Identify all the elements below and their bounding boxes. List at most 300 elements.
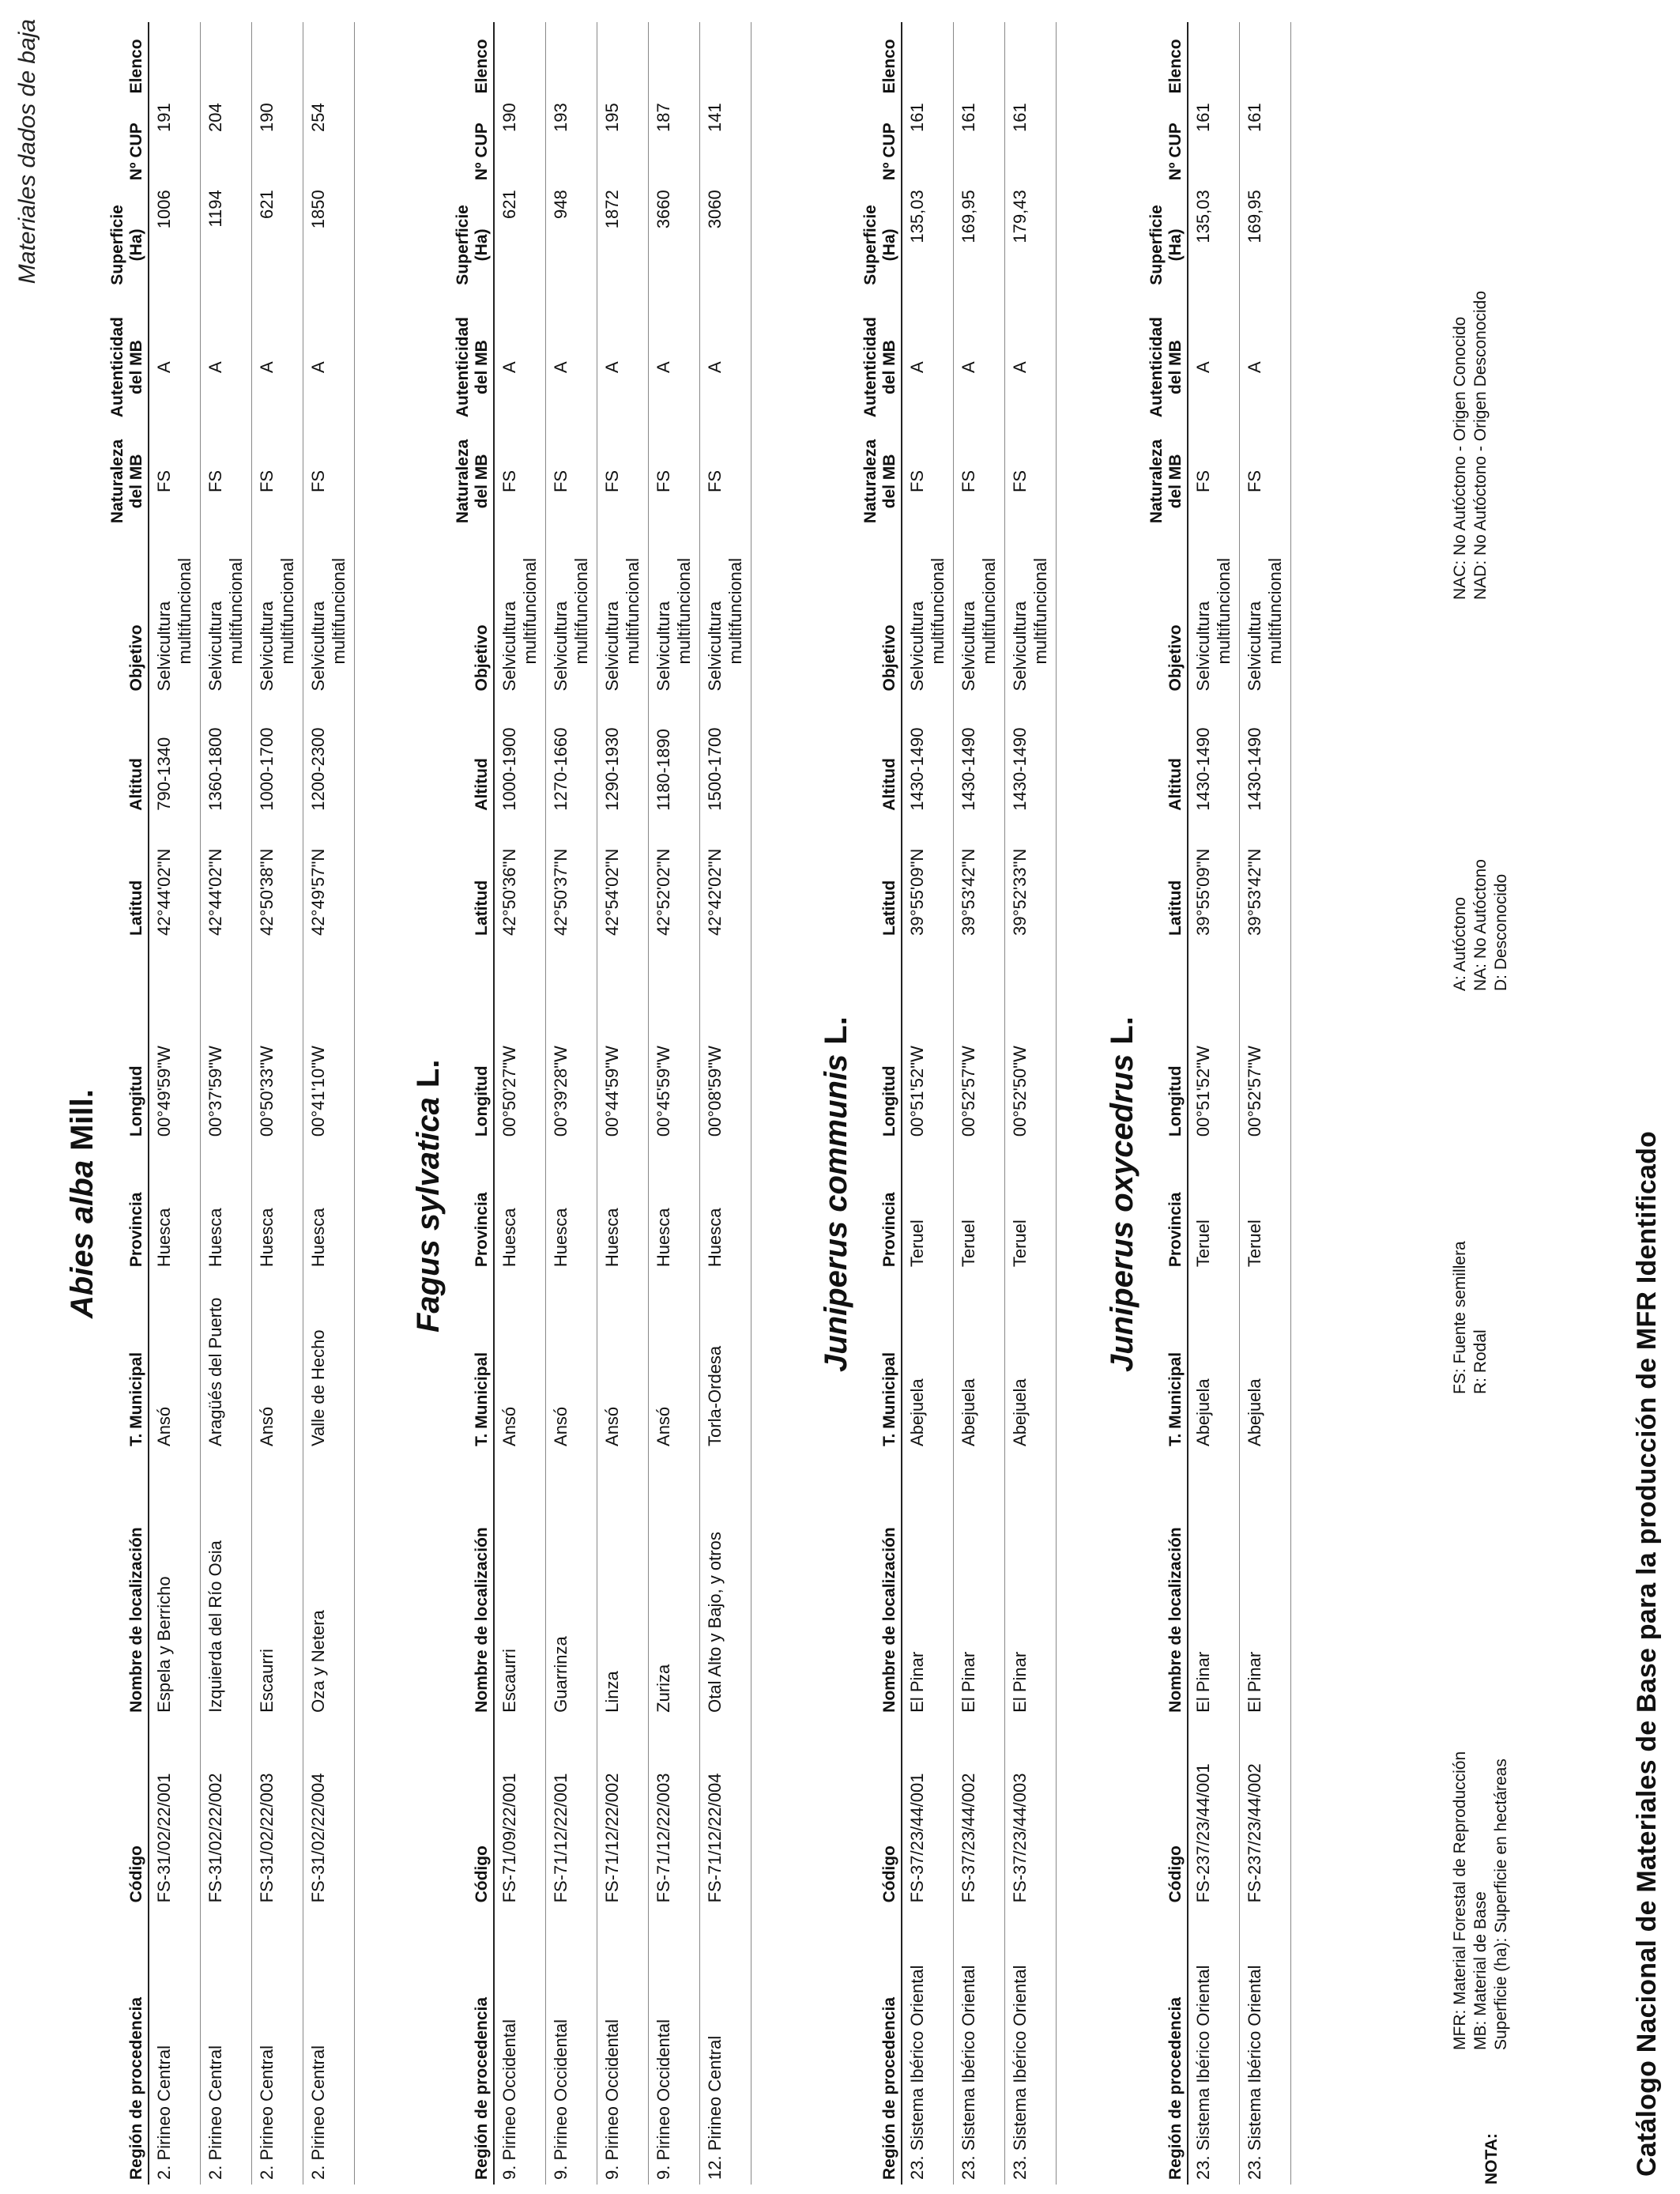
cell-codigo: FS-31/02/22/004 [303, 1717, 355, 1908]
cell-superficie: 3660 [649, 185, 700, 304]
cell-superficie: 1872 [597, 185, 649, 304]
col-header-superficie [107, 185, 149, 304]
header-row [1146, 22, 1188, 2185]
notes-label: NOTA: [1482, 2133, 1501, 2185]
col-header-municipal [107, 1272, 149, 1451]
cell-provincia: Huesca [700, 1141, 751, 1272]
note-line: A: Autóctono [1451, 896, 1469, 991]
cell-codigo: FS-71/12/22/002 [597, 1717, 649, 1908]
col-header-naturaleza-line: del MB [1166, 454, 1185, 509]
notes-col-2 [1450, 1241, 1491, 1394]
col-header-superficie-line: (Ha) [473, 228, 491, 262]
species-name: Abies alba [65, 1159, 100, 1318]
table-row [700, 22, 751, 2185]
species-name: Juniperus oxycedrus [1105, 1054, 1139, 1372]
cell-latitud: 39°53'42"N [954, 816, 1005, 941]
cell-autenticidad: A [149, 305, 201, 430]
objetivo-line-1: Selvicultura [257, 601, 277, 692]
cell-region: 2. Pirineo Central [252, 1907, 303, 2185]
col-header-region [1146, 1907, 1188, 2185]
cell-municipal: Abejuela [1240, 1272, 1291, 1451]
cell-region: 23. Sistema Ibérico Oriental [1188, 1907, 1240, 2185]
cell-elenco [149, 22, 201, 98]
cell-longitud: 00°45'59"W [649, 941, 700, 1141]
objetivo-line-2: multifuncional [175, 557, 194, 665]
cell-cup: 254 [303, 98, 355, 185]
cell-autenticidad: A [546, 305, 597, 430]
col-header-provincia-line: Provincia [473, 1192, 491, 1268]
cell-nombre: Linza [597, 1451, 649, 1717]
col-header-codigo [1146, 1717, 1188, 1908]
col-header-nombre [107, 1451, 149, 1717]
objetivo-line-1: Selvicultura [205, 601, 225, 692]
cell-naturaleza: FS [954, 430, 1005, 533]
cell-codigo: FS-31/02/22/003 [252, 1717, 303, 1908]
cell-longitud: 00°49'59"W [149, 941, 201, 1141]
col-header-superficie [1146, 185, 1188, 304]
cell-provincia: Teruel [902, 1141, 954, 1272]
cell-municipal: Ansó [252, 1272, 303, 1451]
col-header-nombre [860, 1451, 902, 1717]
col-header-latitud-line: Latitud [880, 880, 898, 936]
col-header-codigo-line: Código [473, 1845, 491, 1903]
cell-altitud: 1200-2300 [303, 696, 355, 815]
col-header-naturaleza [107, 430, 149, 533]
col-header-elenco-line: Elenco [127, 39, 145, 94]
col-header-provincia-line: Provincia [127, 1192, 145, 1268]
note-line: FS: Fuente semillera [1451, 1241, 1469, 1394]
cell-autenticidad: A [303, 305, 355, 430]
cell-provincia: Teruel [1188, 1141, 1240, 1272]
col-header-altitud [452, 696, 494, 815]
cell-naturaleza: FS [546, 430, 597, 533]
species-table-juniperus-communis [860, 22, 1057, 2185]
cell-latitud: 42°54'02"N [597, 816, 649, 941]
cell-autenticidad: A [1240, 305, 1291, 430]
table-row [201, 22, 252, 2185]
col-header-objetivo [860, 533, 902, 696]
cell-elenco [494, 22, 546, 98]
cell-municipal: Abejuela [902, 1272, 954, 1451]
col-header-superficie-line: (Ha) [880, 228, 898, 262]
cell-elenco [1005, 22, 1057, 98]
cell-cup: 195 [597, 98, 649, 185]
cell-objetivo [252, 533, 303, 696]
objetivo-line-1: Selvicultura [154, 601, 174, 692]
col-header-municipal-line: T. Municipal [473, 1351, 491, 1446]
cell-cup: 161 [954, 98, 1005, 185]
objetivo-line-1: Selvicultura [1245, 601, 1264, 692]
col-header-naturaleza [860, 430, 902, 533]
cell-provincia: Huesca [649, 1141, 700, 1272]
cell-codigo: FS-37/23/44/002 [954, 1717, 1005, 1908]
cell-codigo: FS-31/02/22/001 [149, 1717, 201, 1908]
species-title-3 [1105, 1016, 1140, 1372]
col-header-cup [1146, 98, 1188, 185]
cell-latitud: 39°55'09"N [1188, 816, 1240, 941]
cell-elenco [1240, 22, 1291, 98]
cell-cup: 187 [649, 98, 700, 185]
cell-nombre: El Pinar [954, 1451, 1005, 1717]
cell-latitud: 42°52'02"N [649, 816, 700, 941]
objetivo-line-1: Selvicultura [1193, 601, 1213, 692]
cell-longitud: 00°39'28"W [546, 941, 597, 1141]
objetivo-line-2: multifuncional [674, 557, 694, 665]
col-header-nombre-line: Nombre de localización [880, 1527, 898, 1713]
cell-region: 23. Sistema Ibérico Oriental [1005, 1907, 1057, 2185]
objetivo-line-2: multifuncional [725, 557, 745, 665]
col-header-longitud [1146, 941, 1188, 1141]
table-row [1005, 22, 1057, 2185]
cell-objetivo [201, 533, 252, 696]
cell-altitud: 1430-1490 [1188, 696, 1240, 815]
cell-naturaleza: FS [649, 430, 700, 533]
objetivo-line-1: Selvicultura [959, 601, 978, 692]
col-header-elenco-line: Elenco [880, 39, 898, 94]
cell-municipal: Aragüés del Puerto [201, 1272, 252, 1451]
cell-cup: 161 [1188, 98, 1240, 185]
cell-cup: 193 [546, 98, 597, 185]
col-header-nombre [452, 1451, 494, 1717]
species-title-0 [65, 1089, 100, 1318]
col-header-objetivo-line: Objetivo [127, 624, 145, 692]
cell-region: 2. Pirineo Central [149, 1907, 201, 2185]
cell-municipal: Ansó [597, 1272, 649, 1451]
col-header-autenticidad [452, 305, 494, 430]
col-header-superficie-line: (Ha) [1166, 228, 1185, 262]
col-header-naturaleza-line: Naturaleza [861, 439, 880, 524]
cell-autenticidad: A [201, 305, 252, 430]
cell-cup: 190 [494, 98, 546, 185]
col-header-codigo [860, 1717, 902, 1908]
notes-col-4 [1450, 291, 1491, 600]
cell-codigo: FS-237/23/44/002 [1240, 1717, 1291, 1908]
col-header-cup [860, 98, 902, 185]
cell-autenticidad: A [597, 305, 649, 430]
col-header-superficie-line: Superficie [1147, 205, 1166, 285]
cell-naturaleza: FS [1005, 430, 1057, 533]
col-header-altitud [1146, 696, 1188, 815]
cell-municipal: Abejuela [954, 1272, 1005, 1451]
cell-naturaleza: FS [700, 430, 751, 533]
objetivo-line-2: multifuncional [571, 557, 591, 665]
page-title: Catálogo Nacional de Materiales de Base para la producción de MFR Identificado [1632, 1130, 1662, 2177]
col-header-provincia [452, 1141, 494, 1272]
page-header: Materiales dados de baja [14, 19, 40, 285]
col-header-objetivo-line: Objetivo [473, 624, 491, 692]
col-header-region-line: Región de procedencia [473, 1996, 491, 2180]
col-header-longitud-line: Longitud [880, 1065, 898, 1137]
objetivo-line-2: multifuncional [928, 557, 947, 665]
objetivo-line-2: multifuncional [1214, 557, 1234, 665]
cell-objetivo [494, 533, 546, 696]
cell-altitud: 1430-1490 [1005, 696, 1057, 815]
cell-superficie: 621 [494, 185, 546, 304]
cell-altitud: 1000-1900 [494, 696, 546, 815]
cell-codigo: FS-31/02/22/002 [201, 1717, 252, 1908]
col-header-elenco [452, 22, 494, 98]
cell-objetivo [546, 533, 597, 696]
cell-municipal: Ansó [546, 1272, 597, 1451]
cell-nombre: Escaurri [494, 1451, 546, 1717]
col-header-longitud [860, 941, 902, 1141]
col-header-cup [452, 98, 494, 185]
species-author: L. [1105, 1016, 1139, 1045]
cell-region: 9. Pirineo Occidental [546, 1907, 597, 2185]
col-header-provincia-line: Provincia [1166, 1192, 1185, 1268]
cell-autenticidad: A [1005, 305, 1057, 430]
cell-longitud: 00°08'59"W [700, 941, 751, 1141]
cell-cup: 161 [1005, 98, 1057, 185]
species-name: Fagus sylvatica [411, 1097, 446, 1333]
note-line: Superficie (ha): Superficie en hectáreas [1492, 1759, 1510, 2050]
cell-objetivo [954, 533, 1005, 696]
col-header-latitud-line: Latitud [1166, 880, 1185, 936]
col-header-nombre-line: Nombre de localización [473, 1527, 491, 1713]
table-row [954, 22, 1005, 2185]
cell-latitud: 42°44'02"N [201, 816, 252, 941]
col-header-provincia [1146, 1141, 1188, 1272]
col-header-region-line: Región de procedencia [127, 1996, 145, 2180]
col-header-latitud [860, 816, 902, 941]
cell-altitud: 1180-1890 [649, 696, 700, 815]
cell-municipal: Valle de Hecho [303, 1272, 355, 1451]
cell-elenco [597, 22, 649, 98]
cell-longitud: 00°52'57"W [1240, 941, 1291, 1141]
col-header-naturaleza-line: del MB [127, 454, 145, 509]
col-header-longitud-line: Longitud [1166, 1065, 1185, 1137]
cell-objetivo [149, 533, 201, 696]
col-header-municipal [1146, 1272, 1188, 1451]
cell-objetivo [303, 533, 355, 696]
cell-objetivo [1005, 533, 1057, 696]
cell-cup: 141 [700, 98, 751, 185]
col-header-latitud [1146, 816, 1188, 941]
table-row [1240, 22, 1291, 2185]
objetivo-line-2: multifuncional [226, 557, 246, 665]
cell-superficie: 169,95 [954, 185, 1005, 304]
cell-nombre: Escaurri [252, 1451, 303, 1717]
table-row [546, 22, 597, 2185]
cell-objetivo [1240, 533, 1291, 696]
cell-provincia: Huesca [201, 1141, 252, 1272]
cell-latitud: 39°55'09"N [902, 816, 954, 941]
species-name: Juniperus communis [819, 1054, 853, 1372]
col-header-autenticidad-line: del MB [1166, 340, 1185, 395]
cell-codigo: FS-237/23/44/001 [1188, 1717, 1240, 1908]
cell-nombre: Otal Alto y Bajo, y otros [700, 1451, 751, 1717]
cell-latitud: 42°50'37"N [546, 816, 597, 941]
cell-nombre: Izquierda del Río Osia [201, 1451, 252, 1717]
cell-elenco [252, 22, 303, 98]
col-header-codigo [452, 1717, 494, 1908]
cell-nombre: El Pinar [1005, 1451, 1057, 1717]
col-header-municipal-line: T. Municipal [1166, 1351, 1185, 1446]
species-author: Mill. [65, 1089, 100, 1151]
objetivo-line-1: Selvicultura [907, 601, 927, 692]
cell-longitud: 00°51'52"W [902, 941, 954, 1141]
cell-altitud: 1430-1490 [902, 696, 954, 815]
cell-elenco [1188, 22, 1240, 98]
note-line: NAD: No Autóctono - Origen Desconocido [1471, 290, 1490, 600]
cell-longitud: 00°52'50"W [1005, 941, 1057, 1141]
header-row [860, 22, 902, 2185]
cell-superficie: 1850 [303, 185, 355, 304]
cell-naturaleza: FS [252, 430, 303, 533]
cell-region: 12. Pirineo Central [700, 1907, 751, 2185]
col-header-codigo [107, 1717, 149, 1908]
note-line: D: Desconocido [1492, 873, 1510, 991]
col-header-autenticidad-line: del MB [880, 340, 898, 395]
cell-naturaleza: FS [1188, 430, 1240, 533]
col-header-altitud-line: Altitud [880, 758, 898, 811]
objetivo-line-2: multifuncional [979, 557, 999, 665]
cell-altitud: 1430-1490 [954, 696, 1005, 815]
cell-codigo: FS-37/23/44/003 [1005, 1717, 1057, 1908]
cell-municipal: Abejuela [1188, 1272, 1240, 1451]
cell-autenticidad: A [494, 305, 546, 430]
cell-altitud: 1290-1930 [597, 696, 649, 815]
cell-altitud: 1360-1800 [201, 696, 252, 815]
cell-superficie: 3060 [700, 185, 751, 304]
col-header-autenticidad [1146, 305, 1188, 430]
col-header-objetivo-line: Objetivo [1166, 624, 1185, 692]
cell-latitud: 42°49'57"N [303, 816, 355, 941]
cell-municipal: Abejuela [1005, 1272, 1057, 1451]
col-header-naturaleza [452, 430, 494, 533]
cell-objetivo [700, 533, 751, 696]
objetivo-line-1: Selvicultura [1010, 601, 1030, 692]
cell-region: 23. Sistema Ibérico Oriental [954, 1907, 1005, 2185]
col-header-codigo-line: Código [127, 1845, 145, 1903]
species-table-fagus-sylvatica [452, 22, 751, 2185]
cell-nombre: El Pinar [1240, 1451, 1291, 1717]
cell-objetivo [1188, 533, 1240, 696]
cell-superficie: 621 [252, 185, 303, 304]
col-header-region [452, 1907, 494, 2185]
col-header-objetivo-line: Objetivo [880, 624, 898, 692]
cell-provincia: Huesca [597, 1141, 649, 1272]
species-table-juniperus-oxycedrus [1146, 22, 1291, 2185]
cell-nombre: Oza y Netera [303, 1451, 355, 1717]
col-header-codigo-line: Código [880, 1845, 898, 1903]
cell-superficie: 948 [546, 185, 597, 304]
note-line: MB: Material de Base [1471, 1891, 1490, 2050]
col-header-elenco-line: Elenco [1166, 39, 1185, 94]
col-header-altitud-line: Altitud [127, 758, 145, 811]
col-header-objetivo [452, 533, 494, 696]
cell-superficie: 135,03 [1188, 185, 1240, 304]
cell-altitud: 1430-1490 [1240, 696, 1291, 815]
cell-region: 9. Pirineo Occidental [649, 1907, 700, 2185]
cell-cup: 191 [149, 98, 201, 185]
col-header-autenticidad-line: Autenticidad [1147, 317, 1166, 418]
cell-elenco [303, 22, 355, 98]
col-header-municipal-line: T. Municipal [880, 1351, 898, 1446]
col-header-superficie-line: (Ha) [127, 228, 145, 262]
col-header-naturaleza-line: Naturaleza [1147, 439, 1166, 524]
col-header-provincia [860, 1141, 902, 1272]
col-header-latitud-line: Latitud [127, 880, 145, 936]
cell-codigo: FS-71/12/22/004 [700, 1717, 751, 1908]
cell-latitud: 42°50'36"N [494, 816, 546, 941]
cell-superficie: 169,95 [1240, 185, 1291, 304]
table-row [149, 22, 201, 2185]
objetivo-line-1: Selvicultura [654, 601, 673, 692]
cell-municipal: Ansó [149, 1272, 201, 1451]
cell-elenco [201, 22, 252, 98]
col-header-naturaleza-line: Naturaleza [454, 439, 472, 524]
col-header-longitud-line: Longitud [473, 1065, 491, 1137]
cell-codigo: FS-71/12/22/001 [546, 1717, 597, 1908]
cell-elenco [546, 22, 597, 98]
cell-provincia: Huesca [546, 1141, 597, 1272]
col-header-latitud [107, 816, 149, 941]
objetivo-line-1: Selvicultura [602, 601, 622, 692]
cell-altitud: 790-1340 [149, 696, 201, 815]
cell-superficie: 135,03 [902, 185, 954, 304]
cell-altitud: 1270-1660 [546, 696, 597, 815]
note-line: R: Rodal [1471, 1329, 1490, 1394]
col-header-provincia-line: Provincia [880, 1192, 898, 1268]
note-line: NAC: No Autóctono - Origen Conocido [1451, 316, 1469, 600]
col-header-cup-line: Nº CUP [1166, 123, 1185, 181]
col-header-elenco [107, 22, 149, 98]
header-row [452, 22, 494, 2185]
cell-region: 9. Pirineo Occidental [494, 1907, 546, 2185]
cell-superficie: 1194 [201, 185, 252, 304]
species-author: L. [819, 1016, 853, 1045]
cell-region: 2. Pirineo Central [201, 1907, 252, 2185]
cell-codigo: FS-37/23/44/001 [902, 1717, 954, 1908]
col-header-elenco [1146, 22, 1188, 98]
col-header-cup-line: Nº CUP [473, 123, 491, 181]
cell-nombre: Zuriza [649, 1451, 700, 1717]
table-row [649, 22, 700, 2185]
col-header-municipal [860, 1272, 902, 1451]
note-line: MFR: Material Forestal de Reproducción [1451, 1751, 1469, 2050]
col-header-municipal-line: T. Municipal [127, 1351, 145, 1446]
cell-latitud: 42°42'02"N [700, 816, 751, 941]
cell-autenticidad: A [954, 305, 1005, 430]
cell-provincia: Teruel [1240, 1141, 1291, 1272]
cell-provincia: Huesca [494, 1141, 546, 1272]
species-title-1 [411, 1060, 446, 1333]
col-header-cup-line: Nº CUP [880, 123, 898, 181]
cell-codigo: FS-71/09/22/001 [494, 1717, 546, 1908]
col-header-region-line: Región de procedencia [1166, 1996, 1185, 2180]
note-line: NA: No Autóctono [1471, 859, 1490, 991]
objetivo-line-1: Selvicultura [499, 601, 519, 692]
col-header-latitud [452, 816, 494, 941]
cell-provincia: Huesca [252, 1141, 303, 1272]
cell-municipal: Ansó [494, 1272, 546, 1451]
cell-nombre: Guarrinza [546, 1451, 597, 1717]
cell-longitud: 00°44'59"W [597, 941, 649, 1141]
cell-naturaleza: FS [201, 430, 252, 533]
table-row [597, 22, 649, 2185]
cell-municipal: Ansó [649, 1272, 700, 1451]
objetivo-line-1: Selvicultura [308, 601, 328, 692]
objetivo-line-1: Selvicultura [551, 601, 571, 692]
notes-col-3 [1450, 859, 1512, 991]
table-row [1188, 22, 1240, 2185]
cell-elenco [902, 22, 954, 98]
objetivo-line-2: multifuncional [277, 557, 297, 665]
cell-naturaleza: FS [902, 430, 954, 533]
col-header-nombre-line: Nombre de localización [127, 1527, 145, 1713]
cell-objetivo [649, 533, 700, 696]
